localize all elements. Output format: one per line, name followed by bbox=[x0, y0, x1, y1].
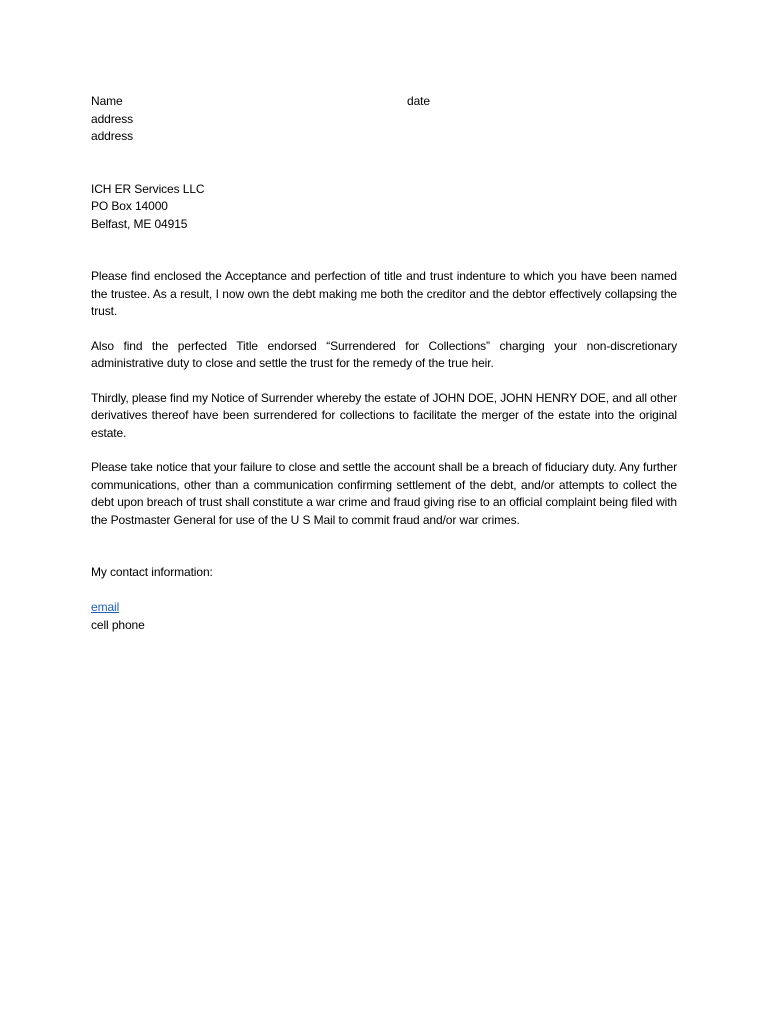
letter-body bbox=[91, 268, 677, 529]
recipient-company: ICH ER Services LLC bbox=[91, 181, 205, 196]
letter bbox=[91, 93, 677, 634]
body-paragraph-2: Also find the perfected Title endorsed “Surrendered for Collections” charging your non-discretionary administrative duty to close and settle the trust for the remedy of the true heir. bbox=[91, 338, 677, 370]
spacer bbox=[91, 146, 677, 164]
email-link[interactable]: email bbox=[91, 600, 120, 614]
spacer bbox=[91, 547, 677, 565]
sender-name: Name bbox=[91, 94, 123, 108]
spacer bbox=[91, 251, 677, 269]
recipient-address bbox=[91, 181, 677, 234]
cell-phone-label: cell phone bbox=[91, 617, 145, 632]
body-paragraph-3: Thirdly, please find my Notice of Surrender whereby the estate of JOHN DOE, JOHN HENRY DOE, and all other derivatives thereof have been surrendered for collections to facilitate the merger of the estate into the original estate. bbox=[91, 390, 677, 440]
recipient-city-state-zip: Belfast, ME 04915 bbox=[91, 216, 188, 231]
spacer bbox=[91, 529, 677, 547]
body-paragraph-1: Please find enclosed the Acceptance and perfection of title and trust indenture to which you have been named the trustee. As a result, I now own the debt making me both the creditor and the debtor effectively collapsing the trust. bbox=[91, 269, 677, 318]
sender-address-line-1: address bbox=[91, 111, 133, 126]
contact-heading: My contact information: bbox=[91, 565, 213, 579]
sender-header bbox=[91, 93, 677, 111]
letter-date: date bbox=[407, 94, 430, 108]
spacer bbox=[91, 163, 677, 181]
contact-section bbox=[91, 564, 677, 634]
sender-address-line-2: address bbox=[91, 129, 133, 143]
body-paragraph-4: Please take notice that your failure to close and settle the account shall be a breach of fiduciary duty. Any further communications, other than a communication confirming settlement of the debt, and/or attempts to collect the debt upon breach of trust shall constitute a war crime and fraud giving rise to an official complaint being filed with the Postmaster General for use of the U S Mail to commit fraud and/or war crimes. bbox=[91, 460, 677, 527]
recipient-po-box: PO Box 14000 bbox=[91, 199, 168, 213]
spacer bbox=[91, 233, 677, 251]
spacer bbox=[91, 582, 677, 600]
